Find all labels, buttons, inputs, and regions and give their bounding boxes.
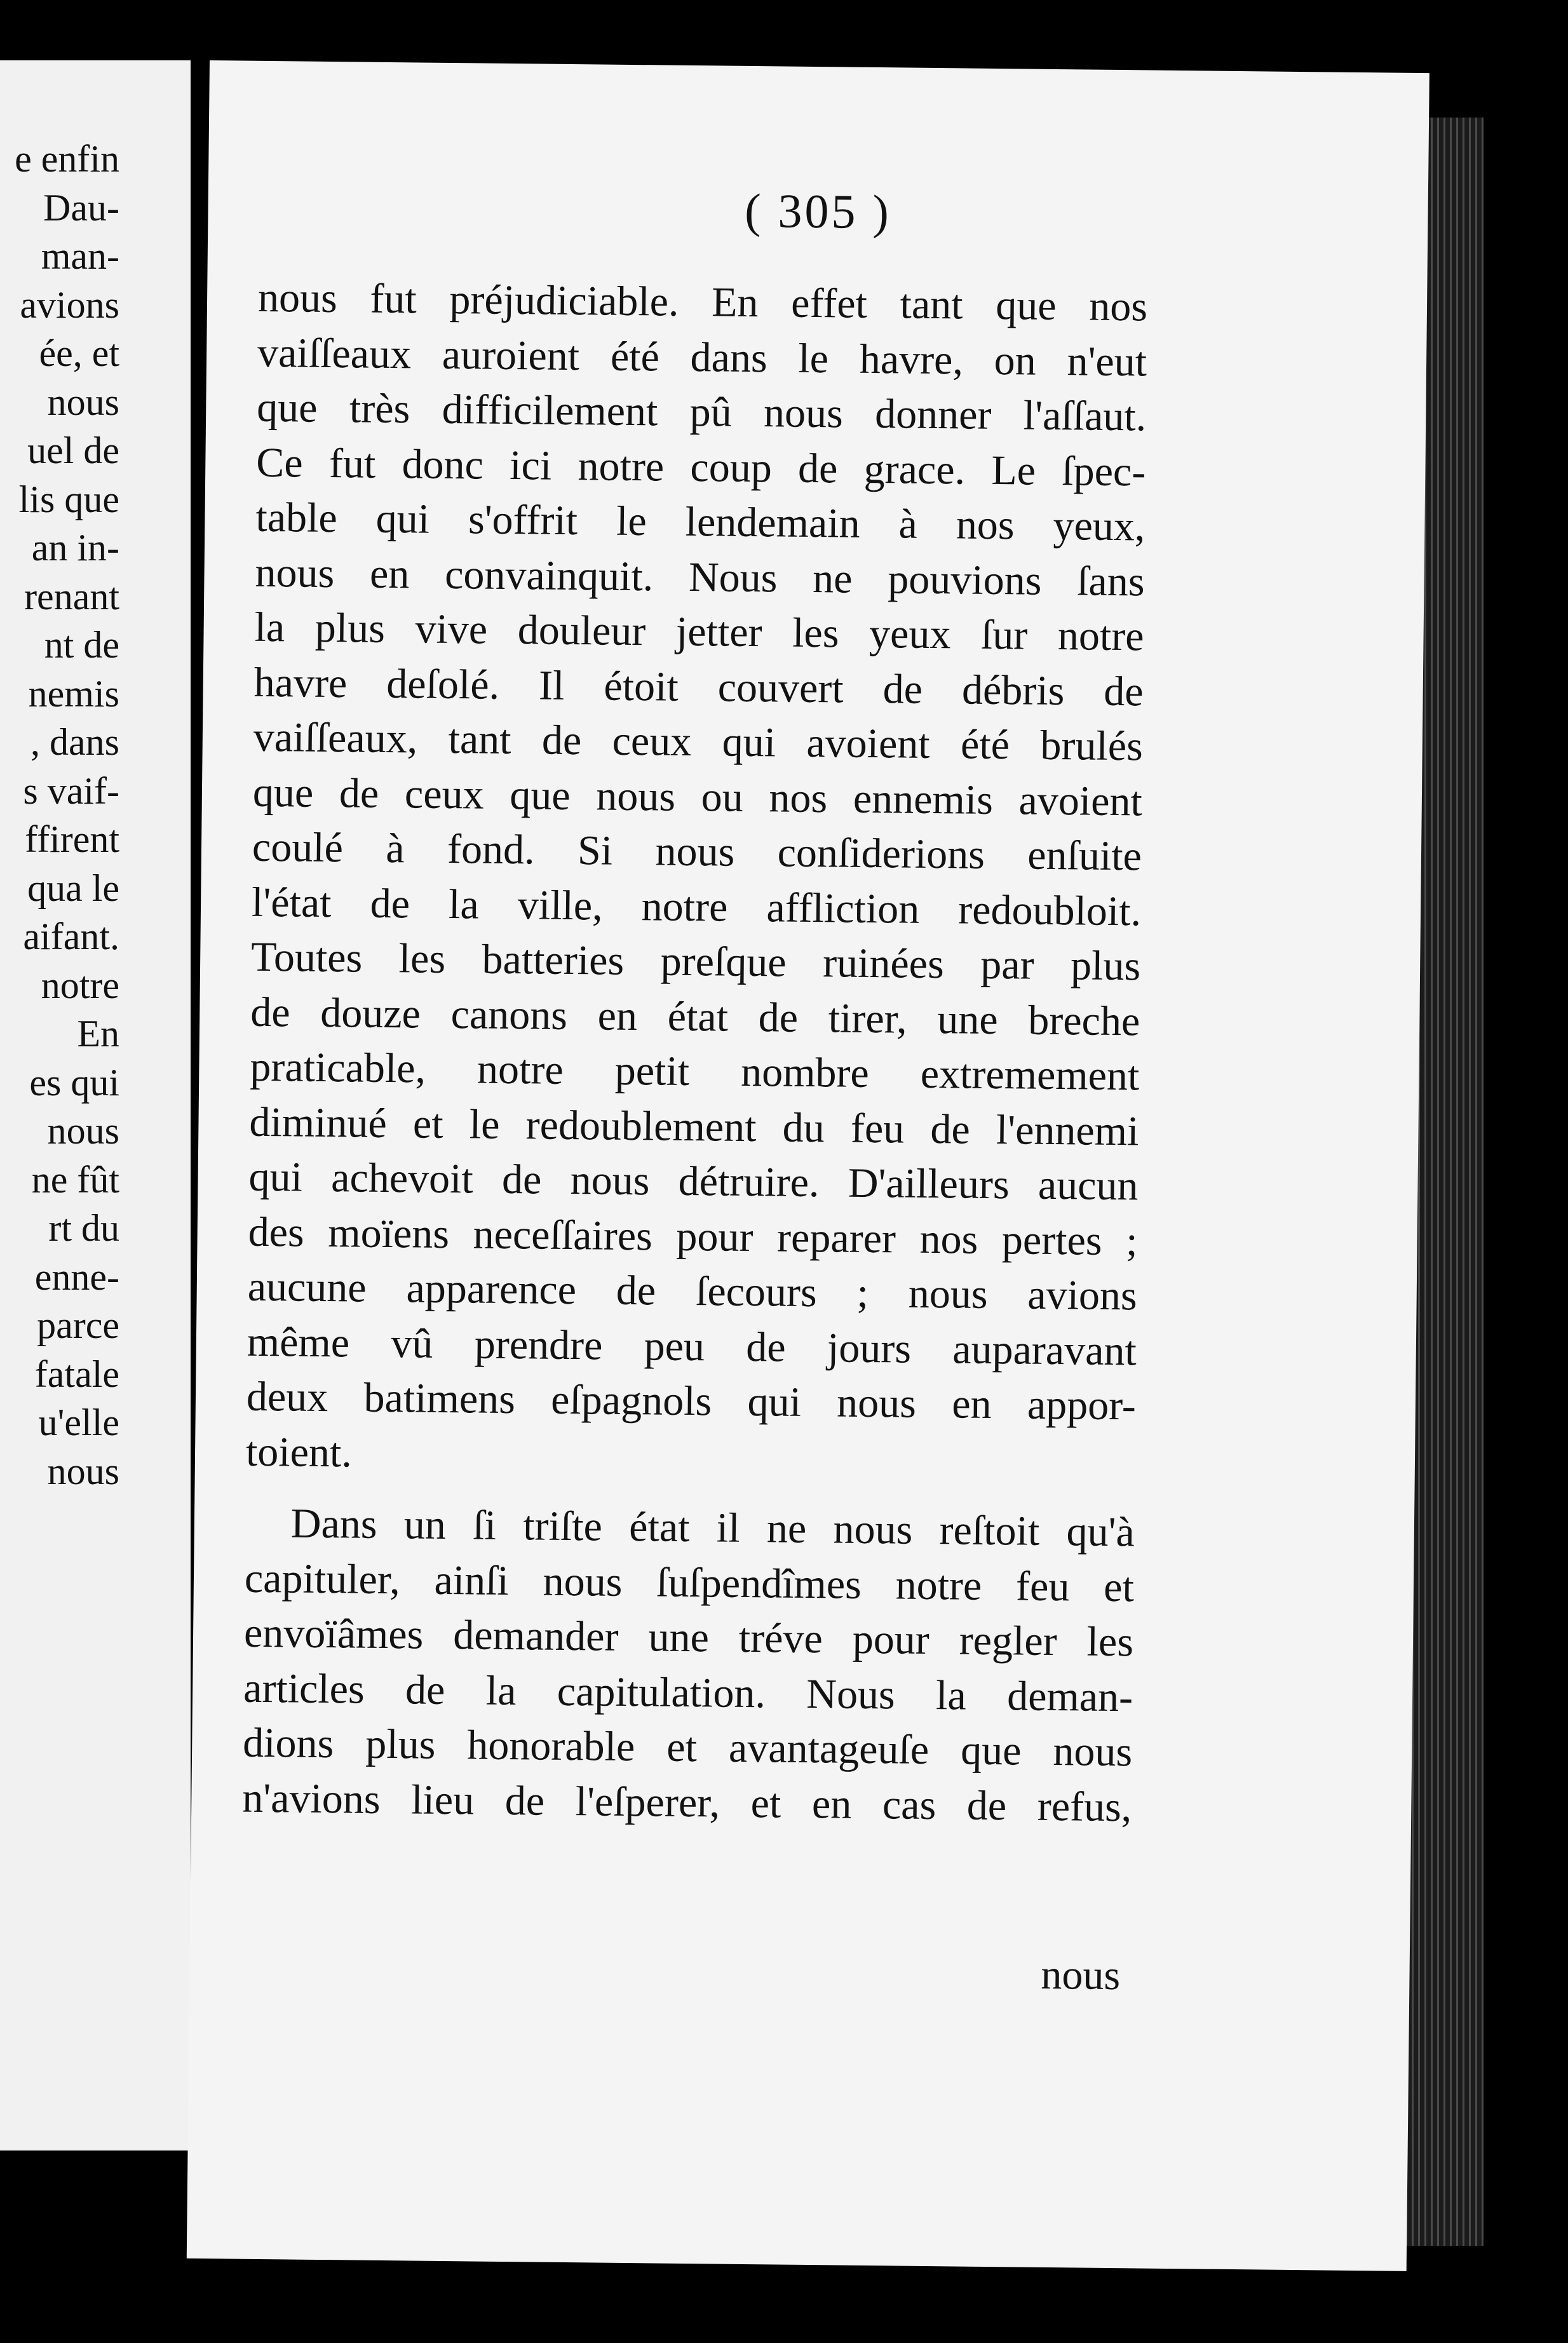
text-line: table qui s'offrit le lendemain à nos yeux, [255,494,1146,550]
text-line: praticable, notre petit nombre extremement [250,1043,1140,1100]
text-line: Toutes les batteries preſque ruinées par plus [250,933,1141,990]
text-line: vaiſſeaux auroient été dans le havre, on n'eut [257,329,1147,385]
left-page-line: nemis [28,672,119,715]
text-line: que de ceux que nous ou nos ennemis avoient [252,769,1143,825]
book-page [187,60,1429,2271]
text-line: Dans un ſi triſte état il ne nous reſtoit qu'à [290,1500,1135,1556]
left-page-line: aifant. [23,915,119,957]
text-line: coulé à fond. Si nous conſiderions enſuite [252,823,1142,880]
text-line: deux batimens eſpagnols qui nous en appor- [246,1373,1137,1429]
left-page-line: nt de [44,624,119,666]
text-line: dions plus honorable et avantageuſe que nous [242,1719,1133,1776]
text-line: la plus vive douleur jetter les yeux ſur notre [254,604,1144,660]
left-page-line: u'elle [38,1401,119,1443]
left-page-line: uel de [27,429,119,471]
left-page-line: avions [20,283,119,326]
text-line: qui achevoit de nous détruire. D'ailleurs aucun [248,1153,1139,1210]
left-page-line: ne fût [31,1158,119,1201]
text-line: même vû prendre peu de jours auparavant [247,1318,1137,1374]
left-page-line: man- [41,235,119,277]
catchword: nous [1041,1951,1121,1999]
left-page-line: rt du [48,1207,119,1249]
text-line: vaiſſeaux, tant de ceux qui avoient été brulés [253,713,1144,770]
left-page-line: ée, et [39,332,119,374]
left-page-line: s vaif- [23,769,119,812]
left-page-line: Dau- [43,186,119,229]
text-line: l'état de la ville, notre affliction redoubloit. [251,879,1142,935]
page-body [242,271,1148,1835]
left-page-line: fatale [34,1353,119,1395]
text-line: des moïens neceſſaires pour reparer nos pertes ; [248,1208,1139,1264]
text-line: que très difficilement pû nous donner l'aſſaut. [256,384,1147,440]
left-page-line: es qui [29,1061,119,1104]
text-line: n'avions lieu de l'eſperer, et en cas de refus, [241,1774,1132,1830]
text-line: Ce fut donc ici notre coup de grace. Le ſpec- [255,439,1146,495]
left-page-line: notre [41,964,119,1006]
text-line: capituler, ainſi nous ſuſpendîmes notre feu et [244,1555,1135,1610]
left-page-line: ffirent [25,818,119,860]
text-line: havre deſolé. Il étoit couvert de débris de [253,659,1144,715]
left-page-line: En [77,1013,119,1055]
text-line: de douze canons en état de tirer, une breche [250,989,1140,1044]
left-page-line: e enfin [15,138,119,180]
left-page-line: parce [37,1304,119,1346]
left-page-line: renant [24,575,119,618]
left-page-line: an in- [31,527,119,569]
page-number: ( 305 ) [744,184,892,240]
left-page-line: qua le [27,867,119,909]
text-line: aucune apparence de ſecours ; nous avions [247,1263,1138,1320]
left-page-line: nous [47,1450,119,1492]
left-page-line: lis que [18,478,119,520]
left-page-line: nous [47,1110,119,1152]
previous-page-strip [0,60,191,2151]
text-line: nous en convainquit. Nous ne pouvions ſans [255,549,1145,605]
left-page-line: enne- [34,1255,119,1298]
left-page-line: nous [47,381,119,423]
text-line: articles de la capitulation. Nous la deman- [243,1664,1133,1720]
text-line: envoïâmes demander une tréve pour regler les [243,1609,1134,1666]
text-line: toient. [245,1428,353,1476]
text-line: nous fut préjudiciable. En effet tant que nos [257,274,1148,330]
left-page-line: , dans [30,721,119,763]
text-line: diminué et le redoublement du feu de l'ennemi [249,1098,1139,1154]
